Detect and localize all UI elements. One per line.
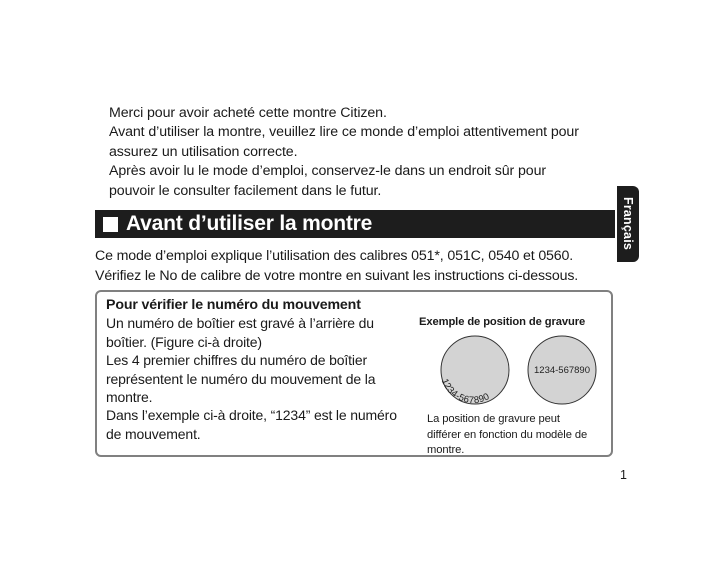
section-header [95, 210, 615, 238]
movement-check-text [106, 296, 416, 443]
intro-text [109, 104, 609, 201]
intro-line: pouvoir le consulter facilement dans le futur. [109, 182, 382, 199]
box-title: Pour vérifier le numéro du mouvement [106, 297, 361, 313]
square-bullet-icon [103, 217, 118, 232]
note-line: montre. [427, 444, 465, 456]
intro-line: assurez un utilisation correcte. [109, 143, 298, 160]
straight-engraving-text: 1234-567890 [534, 365, 590, 376]
box-line: boîtier. (Figure ci-à droite) [106, 333, 262, 350]
language-tab-label: Français [621, 197, 635, 251]
intro-line: Après avoir lu le mode d’emploi, conservez-le dans un endroit sûr pour [109, 163, 546, 180]
description-line: Ce mode d’emploi explique l’utilisation des calibres 051*, 051C, 0540 et 0560. [95, 248, 574, 264]
note-line: La position de gravure peut [427, 413, 560, 425]
intro-line: Avant d’utiliser la montre, veuillez lire ce monde d’emploi attentivement pour [109, 124, 579, 141]
box-line: Dans l’exemple ci-à droite, “1234” est le numéro [106, 407, 397, 424]
section-description [95, 247, 615, 286]
curved-engraving-text: 1234-567890 [438, 377, 492, 406]
language-tab [617, 186, 639, 262]
intro-line: Merci pour avoir acheté cette montre Citizen. [109, 105, 387, 121]
page-number: 1 [620, 468, 627, 482]
note-line: différer en fonction du modèle de [427, 428, 588, 441]
description-line: Vérifiez le No de calibre de votre montre en suivant les instructions ci-dessous. [95, 267, 579, 284]
case-back-figure [432, 334, 607, 406]
box-line: représentent le numéro du mouvement de la [106, 370, 376, 387]
box-line: Les 4 premier chiffres du numéro de boîtier [106, 352, 367, 369]
movement-check-box [95, 290, 613, 457]
box-line: de mouvement. [106, 425, 201, 442]
section-title: Avant d’utiliser la montre [126, 212, 373, 235]
box-line: Un numéro de boîtier est gravé à l’arrière du [106, 315, 374, 332]
example-label: Exemple de position de gravure [419, 316, 586, 328]
box-line: montre. [106, 389, 153, 406]
engraving-note [427, 412, 613, 459]
